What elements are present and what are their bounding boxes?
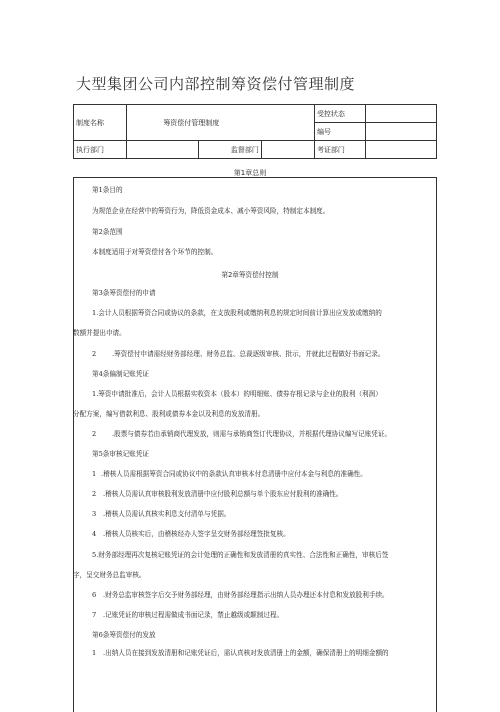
article-1-heading: 第1条目的 (92, 186, 123, 194)
article-5-item-5-cont: 字，呈交财务总监审核。 (73, 571, 146, 579)
article-4-item-2: .股票与债券若由承销商代理发放，则需与承销商签订代理协议，并根据代理协议编写记账凭证。 (112, 430, 392, 438)
article-3-item-2-num: 2 (92, 350, 97, 358)
number-label: 编号 (314, 123, 365, 141)
article-6-item-1: .出纳人员在接到发放清册和记账凭证后，需认真核对发放清册上的金额，确保清册上的明细金额的 (103, 649, 389, 657)
article-5-item-2: .稽核人员需认真审核股利发放清册中应付股利总额与单个股东应付股利的准确性。 (103, 490, 343, 498)
exec-label: 执行部门 (74, 141, 127, 159)
document-title: 大型集团公司内部控制筹资偿付管理制度 (76, 75, 356, 93)
article-5-item-5: 5.财务部经理再次复核记账凭证的会计处理的正确性和发放清册的真实性、合法性和正确性，审核后签 (92, 551, 389, 559)
article-4-item-1: 1.筹资申请批准后，会计人员根据实收资本（股本）的明细账、债券存根记录与企业的股利（利润） (92, 390, 382, 398)
article-5-item-7-num: 7 (92, 611, 97, 619)
article-4-item-2-num: 2 (92, 430, 97, 438)
verify-label: 考证部门 (314, 141, 365, 159)
article-5-item-1-num: 1 (92, 470, 97, 478)
article-4-item-1-cont: 分配方案，编写借款利息、股利或债券本金以及利息的发放清册。 (73, 410, 265, 418)
exec-value (126, 141, 198, 159)
super-value (261, 141, 314, 159)
article-4-heading: 第4条偏制记账凭证 (92, 370, 149, 378)
article-3-item-1: 1.会计人员根据筹资合同或协议的条款，在支放股利或缴纳利息的规定时间前计算出应发放或缴纳的 (92, 309, 382, 317)
status-value (365, 105, 436, 123)
article-2-heading: 第2条范围 (92, 228, 123, 236)
article-5-item-2-num: 2 (92, 490, 97, 498)
article-5-item-1: .稽核人员需根据筹资合同或协议中的条款认真审核本付息清册中应付本金与利息的准确性。 (101, 470, 367, 478)
verify-value (365, 141, 436, 159)
article-3-item-1-cont: 数额并提出申请。 (73, 329, 126, 337)
article-5-heading: 第5条审核记账凭证 (92, 450, 149, 458)
article-5-item-3: .稽核人员需认真核实利息支付清单与凭据。 (103, 510, 231, 518)
number-value (365, 123, 436, 141)
article-5-item-3-num: 3 (92, 510, 97, 518)
article-3-heading: 第3条筹资偿付的申请 (92, 289, 156, 297)
article-6-heading: 第6条筹资偿付的发放 (92, 631, 156, 639)
article-5-item-4: .稽核人员核实后，由稽核经办人签字呈交财务部经理签批复核。 (103, 530, 290, 538)
article-1-text: 为规范企业在经营中的筹资行为，降低资金成本、减小筹资风险，特制定本制度。 (92, 207, 330, 215)
status-label: 受控状态 (314, 105, 365, 123)
article-5-item-6: .财务总监审核签字后交予财务部经理，由财务部经理指示出纳人员办理还本付息和发放股利手续。 (103, 591, 389, 599)
super-label: 监督部门 (198, 141, 261, 159)
article-3-item-2: .筹资偿付申请需经财务部经理、财务总监、总裁逐级审核、批示，并就此过程做好书面记录。 (112, 350, 385, 358)
header-table (73, 104, 437, 159)
article-5-item-7: .记账凭证的审核过程需做成书面记录，禁止越级或颠制过程。 (103, 611, 284, 619)
article-6-item-1-num: 1 (92, 649, 97, 657)
article-2-text: 本制度适用于对筹资偿付各个环节的控制。 (92, 248, 218, 256)
name-value: 筹资偿付管理制度 (126, 105, 314, 141)
chapter-1-heading: 第1章总则 (233, 169, 267, 177)
article-5-item-4-num: 4 (92, 530, 97, 538)
name-label: 制度名称 (74, 105, 127, 141)
article-5-item-6-num: 6 (92, 591, 97, 599)
chapter-2-heading: 第2章筹资偿付控制 (221, 271, 279, 279)
